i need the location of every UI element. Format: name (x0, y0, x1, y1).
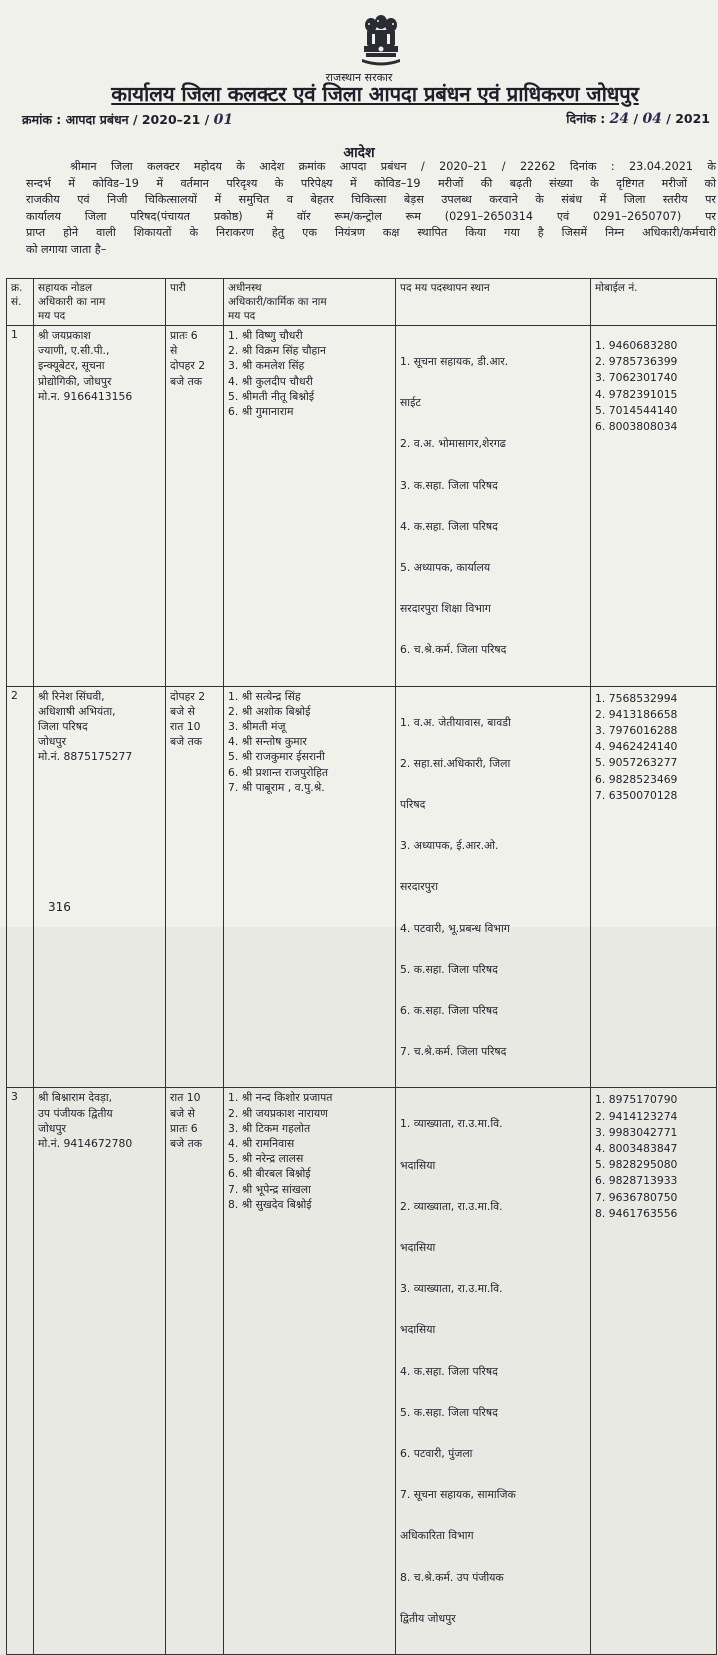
table-row (7, 686, 717, 1088)
date-month: 04 (642, 111, 662, 127)
header-posting: पद मय पदस्थापन स्थान (396, 279, 591, 326)
date-day: 24 (609, 111, 630, 127)
reference-handwritten-number: 01 (213, 112, 234, 128)
cell-shift: रात 10 बजे से प्रातः 6 बजे तक (166, 1088, 224, 1655)
header-nodal-officer: सहायक नोडल अधिकारी का नाम मय पद (34, 279, 166, 326)
date-year: / 2021 (666, 111, 710, 126)
paragraph-line: कार्यालय जिला परिषद(पंचायत प्रकोष्ठ) में वॉर रूम/कन्ट्रोल रूम (0291–2650314 एवं 0291–2650707) पर (26, 209, 716, 223)
control-room-table (6, 278, 717, 1655)
cell-mobile: 1. 7568532994 2. 9413186658 3. 7976016288 4. 9462424140 5. 9057263277 6. 9828523469 7. 6350070128 (591, 686, 717, 1088)
cell-shift: दोपहर 2 बजे से रात 10 बजे तक (166, 686, 224, 1088)
header-mobile: मोबाईल नं. (591, 279, 717, 326)
order-heading: आदेश (343, 145, 375, 161)
paragraph-line: राजकीय एवं निजी चिकित्सालयों में समुचित व बेहतर चिकित्सा बेड़स उपलब्ध करवाने के संबंध में जिला स्तरीय पर (26, 193, 716, 206)
header-shift: पारी (166, 279, 224, 326)
government-name: राजस्थान सरकार (325, 71, 393, 84)
table-row (7, 1088, 717, 1655)
date-label: दिनांक : (566, 111, 606, 126)
cell-serial: 3 (7, 1088, 34, 1655)
table-header-row (7, 279, 717, 326)
cell-serial: 1 (7, 326, 34, 687)
paragraph-line: सन्दर्भ में कोविड–19 में वर्तमान परिदृश्य के परिपेक्ष्य में कोविड–19 मरीजों की बढ़ती संख्या के दृष्टिगत मरीजों को (26, 176, 716, 190)
cell-posting: 1. व.अ. जेतीयावास, बावडी 2. सहा.सां.अधिकारी, जिला परिषद 3. अध्यापक, ई.आर.ओ. सरदारपुरा 4. पटवारी, भू.प्रबन्ध विभाग 5. क.सहा. जिला परिषद 6. क.सहा. जिला परिषद 7. च.श्रे.कर्म. जिला परिषद (396, 686, 591, 1088)
cell-staff: 1. श्री विष्णु चौधरी 2. श्री विक्रम सिंह चौहान 3. श्री कमलेश सिंह 4. श्री कुलदीप चौधरी 5. श्रीमती नीतू बिश्नोई 6. श्री गुमानाराम (224, 326, 396, 687)
cell-shift: प्रातः 6 से दोपहर 2 बजे तक (166, 326, 224, 687)
paragraph-line: को लगाया जाता है– (26, 242, 107, 256)
cell-staff: 1. श्री नन्द किशोर प्रजापत 2. श्री जयप्रकाश नारायण 3. श्री टिकम गहलोत 4. श्री रामनिवास 5. श्री नरेन्द्र लालस 6. श्री बीरबल बिश्नोई 7. श्री भूपेन्द्र सांखला 8. श्री सुखदेव बिश्नोई (224, 1088, 396, 1655)
reference-number (22, 111, 233, 128)
reference-label: क्रमांक : आपदा प्रबंधन / 2020–21 / (22, 112, 210, 127)
cell-nodal-officer: श्री बिश्नाराम देवड़ा, उप पंजीयक द्वितीय जोधपुर मो.नं. 9414672780 (34, 1088, 166, 1655)
cell-mobile: 1. 8975170790 2. 9414123274 3. 9983042771 4. 8003483847 5. 9828295080 6. 9828713933 7. 9636780750 8. 9461763556 (591, 1088, 717, 1655)
cell-mobile: 1. 9460683280 2. 9785736399 3. 7062301740 4. 9782391015 5. 7014544140 6. 8003808034 (591, 326, 717, 687)
cell-posting: 1. सूचना सहायक, डी.आर. साईट 2. व.अ. भोमासागर,शेरगढ 3. क.सहा. जिला परिषद 4. क.सहा. जिला परिषद 5. अध्यापक, कार्यालय सरदारपुरा शिक्षा विभाग 6. च.श्रे.कर्म. जिला परिषद (396, 326, 591, 687)
order-date: दिनांक : 24 / 04 / 2021 (566, 111, 710, 127)
cell-nodal-officer: श्री जयप्रकाश ज्याणी, ए.सी.पी., इन्क्यूबेटर, सूचना प्रोद्योगिकी, जोधपुर मो.न. 9166413156 (34, 326, 166, 687)
header-staff: अधीनस्थ अधिकारी/कार्मिक का नाम मय पद (224, 279, 396, 326)
state-emblem-icon (356, 12, 406, 70)
paragraph-line: प्राप्त होने वाली शिकायतों के निराकरण हेतु एक नियंत्रण कक्ष स्थापित किया गया है जिसमें निम्न अधिकारी/कर्मचारी (26, 226, 716, 239)
cell-serial: 2 (7, 686, 34, 1088)
page-number: 316 (48, 900, 71, 914)
cell-posting: 1. व्याख्याता, रा.उ.मा.वि. भदासिया 2. व्याख्याता, रा.उ.मा.वि. भदासिया 3. व्याख्याता, रा.उ.मा.वि. भदासिया 4. क.सहा. जिला परिषद 5. क.सहा. जिला परिषद 6. पटवारी, पुंजला 7. सूचना सहायक, सामाजिक अधिकारिता विभाग 8. च.श्रे.कर्म. उप पंजीयक द्वितीय जोधपुर (396, 1088, 591, 1655)
table-row (7, 326, 717, 687)
cell-staff: 1. श्री सत्येन्द्र सिंह 2. श्री अशोक बिश्नोई 3. श्रीमती मंजू 4. श्री सन्तोष कुमार 5. श्री राजकुमार ईसरानी 6. श्री प्रशान्त राजपुरोहित 7. श्री पाबूराम , व.पु.श्रे. (224, 686, 396, 1088)
office-title: कार्यालय जिला कलक्टर एवं जिला आपदा प्रबंधन एवं प्राधिकरण जोधपुर (111, 82, 639, 106)
header-serial: क्र. सं. (7, 279, 34, 326)
cell-nodal-officer: श्री रिनेश सिंघवी, अधिशाषी अभियंता, जिला परिषद जोधपुर मो.नं. 8875175277 (34, 686, 166, 1088)
paragraph-line: श्रीमान जिला कलक्टर महोदय के आदेश क्रमांक आपदा प्रबंधन / 2020–21 / 22262 दिनांक : 23.04.2021 के (70, 160, 716, 173)
order-paragraph (26, 159, 716, 258)
